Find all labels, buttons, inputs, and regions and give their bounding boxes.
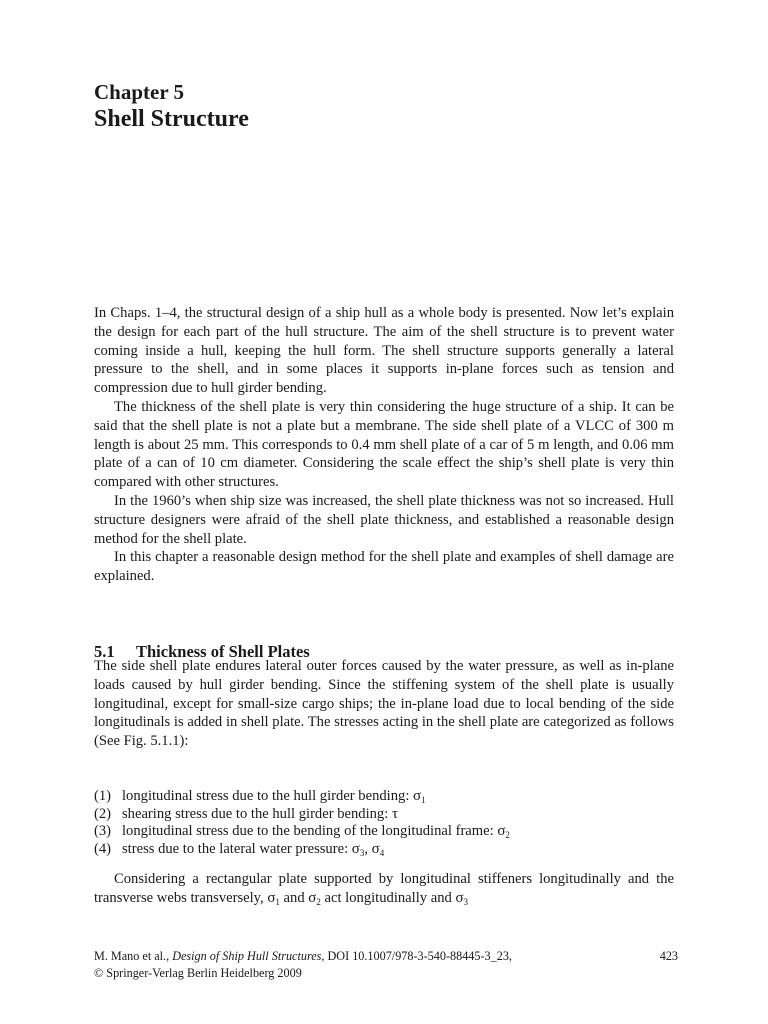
section-paragraph-1: The side shell plate endures lateral outer forces caused by the water pressure, as well as in-plane loads caused by hull girder bending. Since the stiffening system of the shell plate is usually longitudinal, except for small-size cargo ships; the in-plane load due to local bending of the side longitudinals is added in shell plate. The stresses acting in the shell plate are categorized as follows (See Fig. 5.1.1): xyxy=(94,658,674,750)
section-body xyxy=(94,657,674,751)
chapter-label: Chapter 5 xyxy=(94,80,185,104)
list-item: (2) shearing stress due to the hull girder bending: τ xyxy=(94,805,398,822)
citation-line: M. Mano et al., Design of Ship Hull Structures, DOI 10.1007/978-3-540-88445-3_23, xyxy=(94,949,512,963)
intro-paragraph-3: In the 1960’s when ship size was increased, the shell plate thickness was not so increased. Hull structure designers were afraid of the shell plate thickness, and established a reasonable design method for the shell plate. xyxy=(94,492,674,547)
list-item: (3) longitudinal stress due to the bending of the longitudinal frame: $\sigma_2$ xyxy=(94,823,510,841)
section-paragraph-2: Considering a rectangular plate supported by longitudinal stiffeners longitudinally and the transverse webs transversely, $\sigma_1$ and $\sigma_2$ act longitudinally and $\sigma_3$ xyxy=(94,871,674,907)
intro-paragraph-2: The thickness of the shell plate is very thin considering the huge structure of a ship. It can be said that the shell plate is not a plate but a membrane. The side shell plate of a VLCC of 300 m length is about 25 mm. This corresponds to 0.4 mm shell plate of a car of 5 m length, and 0.06 mm plate of a can of 10 cm diameter. Considering the scale effect the ship’s shell plate is very thin compared with other structures. xyxy=(94,398,674,491)
chapter-title: Shell Structure xyxy=(94,106,249,132)
section-number: 5.1 xyxy=(94,642,115,661)
list-item: (4) stress due to the lateral water pressure: $\sigma_3$, $\sigma_4$ xyxy=(94,840,385,858)
copyright-line: © Springer-Verlag Berlin Heidelberg 2009 xyxy=(94,966,302,980)
intro-text xyxy=(94,304,674,586)
book-title: Design of Ship Hull Structures xyxy=(172,949,322,963)
stress-list xyxy=(94,788,674,858)
document-page xyxy=(94,0,678,1024)
section-title: Thickness of Shell Plates xyxy=(136,642,310,661)
page-number: 423 xyxy=(659,949,678,963)
intro-paragraph-1: In Chaps. 1–4, the structural design of a ship hull as a whole body is presented. Now let’s explain the design for each part of the hull structure. The aim of the shell structure is to prevent water coming inside a hull, keeping the hull form. The shell structure supports generally a lateral pressure to the shell, and in some places it supports in-plane forces such as tension and compression due to hull girder bending. xyxy=(94,305,674,397)
page-footer xyxy=(94,948,678,982)
list-item: (1) longitudinal stress due to the hull girder bending: $\sigma_1$ xyxy=(94,788,426,805)
intro-paragraph-4: In this chapter a reasonable design method for the shell plate and examples of shell damage are explained. xyxy=(94,549,674,585)
